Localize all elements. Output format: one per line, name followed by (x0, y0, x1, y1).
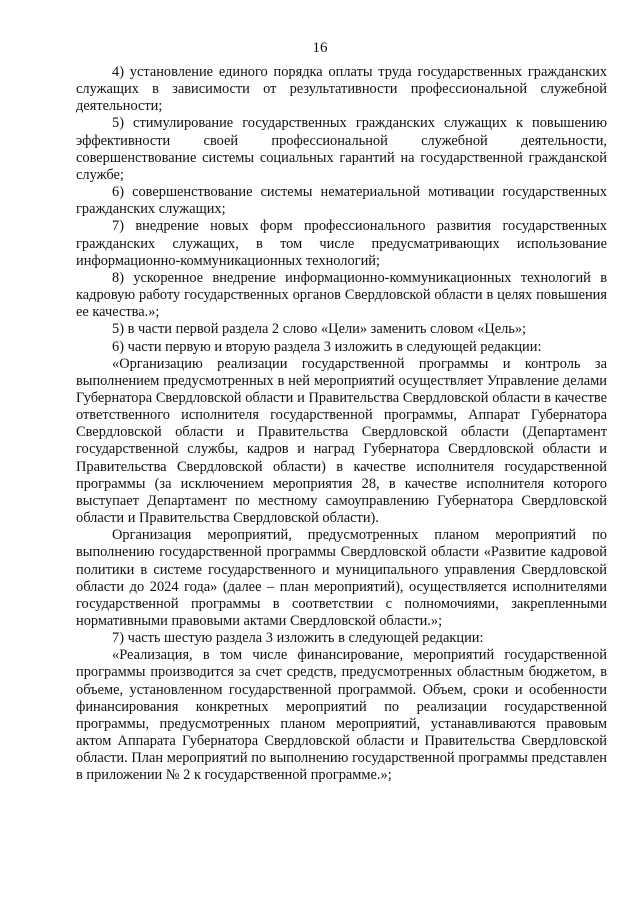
list-item-8: 8) ускоренное внедрение информационно-коммуникационных технологий в кадровую работу государственных органов Свердловской области в целях повышения ее качества.»; (76, 269, 607, 321)
amendment-5: 5) в части первой раздела 2 слово «Цели» заменить словом «Цель»; (112, 321, 527, 338)
page-number: 16 (312, 40, 328, 56)
list-item-7: 7) внедрение новых форм профессионального развития государственных гражданских служащих, в том числе предусматривающих использование информационно-коммуникационных технологий; (76, 218, 607, 269)
quoted-paragraph-plan: Организация мероприятий, предусмотренных планом мероприятий по выполнению государственной программы Свердловской области «Развитие кадровой политики в системе государственного и муниципального управления Свердловской области до 2024 года» (далее – план мероприятий), осуществляется исполнителями государственной программы в соответствии с полномочиями, закрепленными нормативными правовыми актами Свердловской области.»; (76, 527, 607, 629)
amendment-7: 7) часть шестую раздела 3 изложить в следующей редакции: (112, 630, 484, 647)
quoted-paragraph-financing: «Реализация, в том числе финансирование, мероприятий государственной программы производится за счет средств, предусмотренных областным бюджетом, в объеме, установленном государственной программой. Объем, сроки и особенности финансирования конкретных мероприятий по реализации государственной программы, предусмотренных планом мероприятий, устанавливаются правовым актом Аппарата Губернатора Свердловской области и Правительства Свердловской области. План мероприятий по выполнению государственной программы представлен в приложении № 2 к государственной программе.»; (76, 647, 607, 784)
list-item-4: 4) установление единого порядка оплаты труда государственных гражданских служащих в зависимости от результативности профессиональной служебной деятельности; (76, 64, 607, 115)
document-body (76, 64, 607, 785)
list-item-5: 5) стимулирование государственных гражданских служащих к повышению эффективности своей профессиональной служебной деятельности, совершенствование системы социальных гарантий на государственной гражданской службе; (76, 115, 607, 183)
quoted-paragraph-organization: «Организацию реализации государственной программы и контроль за выполнением предусмотренных в ней мероприятий осуществляет Управление делами Губернатора Свердловской области и Правительства Свердловской области в качестве ответственного исполнителя государственной программы, Аппарат Губернатора Свердловской области и Правительства Свердловской области (Департамент государственной службы, кадров и наград Губернатора Свердловской области и Правительства Свердловской области) в качестве исполнителя государственной программы (за исключением мероприятия 28, в качестве исполнителя которого выступает Департамент по местному самоуправлению Губернатора Свердловской области и Правительства Свердловской области). (76, 355, 607, 527)
list-item-6: 6) совершенствование системы нематериальной мотивации государственных гражданских служащих; (76, 184, 607, 218)
amendment-6: 6) части первую и вторую раздела 3 изложить в следующей редакции: (112, 338, 542, 355)
